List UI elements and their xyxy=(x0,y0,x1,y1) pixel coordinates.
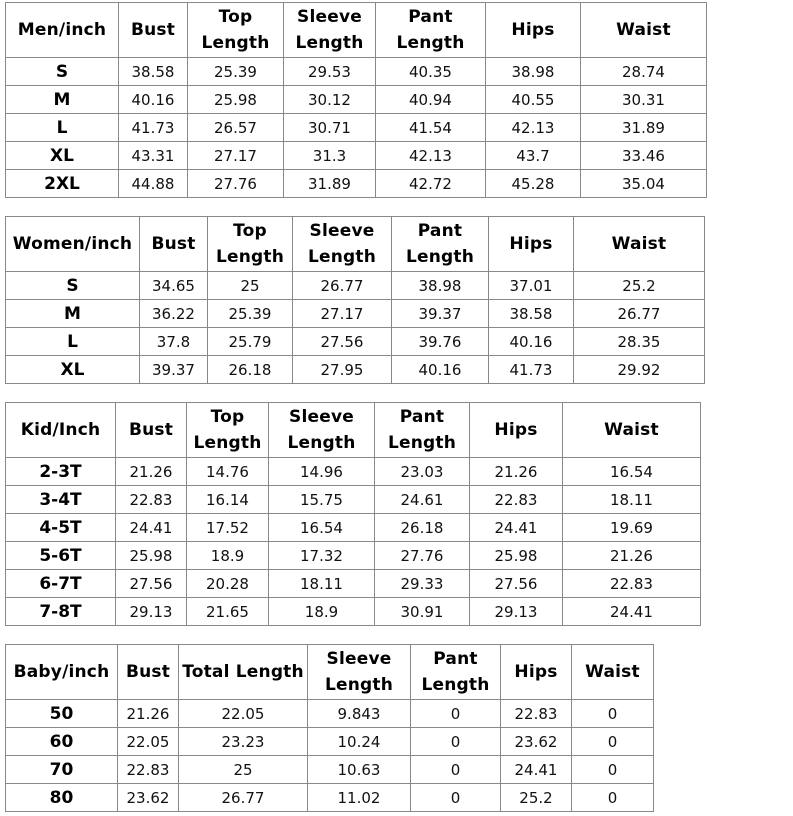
table-cell: 43.31 xyxy=(119,142,188,170)
column-header: Sleeve Length xyxy=(284,3,376,58)
column-header: Top Length xyxy=(188,3,284,58)
corner-header: Women/inch xyxy=(6,217,140,272)
table-cell: 29.92 xyxy=(574,356,705,384)
table-cell: 23.23 xyxy=(179,728,308,756)
column-header: Pant Length xyxy=(411,645,501,700)
table-cell: 16.54 xyxy=(269,514,375,542)
table-cell: 21.26 xyxy=(563,542,701,570)
table-cell: 0 xyxy=(572,756,654,784)
column-header: Hips xyxy=(501,645,572,700)
table-row xyxy=(6,114,707,142)
table-cell: 0 xyxy=(411,728,501,756)
column-header: Hips xyxy=(470,403,563,458)
table-cell: 10.63 xyxy=(308,756,411,784)
table-cell: 25.98 xyxy=(188,86,284,114)
men-size-table xyxy=(5,2,707,198)
column-header: Top Length xyxy=(208,217,293,272)
table-row xyxy=(6,570,701,598)
table-cell: 10.24 xyxy=(308,728,411,756)
baby-size-table xyxy=(5,644,654,812)
table-cell: 27.56 xyxy=(470,570,563,598)
table-cell: 30.31 xyxy=(581,86,707,114)
table-cell: 30.71 xyxy=(284,114,376,142)
table-cell: 25.98 xyxy=(470,542,563,570)
table-row xyxy=(6,86,707,114)
table-row xyxy=(6,300,705,328)
table-cell: 40.94 xyxy=(376,86,486,114)
table-cell: 18.11 xyxy=(269,570,375,598)
table-cell: 38.58 xyxy=(489,300,574,328)
header-row xyxy=(6,403,701,458)
table-cell: 30.12 xyxy=(284,86,376,114)
column-header: Waist xyxy=(563,403,701,458)
table-cell: 0 xyxy=(411,700,501,728)
size-label: 80 xyxy=(6,784,118,812)
table-cell: 20.28 xyxy=(187,570,269,598)
table-cell: 18.11 xyxy=(563,486,701,514)
column-header: Top Length xyxy=(187,403,269,458)
column-header: Hips xyxy=(486,3,581,58)
size-label: 2-3T xyxy=(6,458,116,486)
table-cell: 39.76 xyxy=(392,328,489,356)
table-cell: 27.76 xyxy=(188,170,284,198)
table-cell: 27.17 xyxy=(188,142,284,170)
table-row xyxy=(6,486,701,514)
table-cell: 37.01 xyxy=(489,272,574,300)
table-cell: 14.96 xyxy=(269,458,375,486)
table-row xyxy=(6,542,701,570)
table-cell: 22.83 xyxy=(118,756,179,784)
kid-size-table xyxy=(5,402,701,626)
table-cell: 27.95 xyxy=(293,356,392,384)
table-cell: 26.77 xyxy=(574,300,705,328)
table-cell: 22.05 xyxy=(179,700,308,728)
corner-header: Kid/Inch xyxy=(6,403,116,458)
table-cell: 41.73 xyxy=(119,114,188,142)
table-cell: 34.65 xyxy=(140,272,208,300)
table-cell: 37.8 xyxy=(140,328,208,356)
table-cell: 0 xyxy=(411,784,501,812)
table-cell: 28.35 xyxy=(574,328,705,356)
table-cell: 21.26 xyxy=(116,458,187,486)
table-cell: 22.83 xyxy=(470,486,563,514)
table-cell: 38.98 xyxy=(486,58,581,86)
table-row xyxy=(6,356,705,384)
table-cell: 31.89 xyxy=(581,114,707,142)
table-cell: 40.55 xyxy=(486,86,581,114)
table-cell: 26.18 xyxy=(375,514,470,542)
table-cell: 29.13 xyxy=(116,598,187,626)
table-cell: 15.75 xyxy=(269,486,375,514)
table-cell: 26.18 xyxy=(208,356,293,384)
size-label: M xyxy=(6,86,119,114)
table-cell: 45.28 xyxy=(486,170,581,198)
table-cell: 27.56 xyxy=(293,328,392,356)
size-label: 70 xyxy=(6,756,118,784)
table-row xyxy=(6,142,707,170)
header-row xyxy=(6,3,707,58)
table-cell: 42.13 xyxy=(376,142,486,170)
table-cell: 36.22 xyxy=(140,300,208,328)
corner-header: Men/inch xyxy=(6,3,119,58)
table-cell: 17.52 xyxy=(187,514,269,542)
column-header: Sleeve Length xyxy=(269,403,375,458)
table-cell: 26.77 xyxy=(293,272,392,300)
column-header: Waist xyxy=(581,3,707,58)
table-cell: 29.13 xyxy=(470,598,563,626)
table-row xyxy=(6,328,705,356)
table-cell: 22.83 xyxy=(116,486,187,514)
column-header: Waist xyxy=(572,645,654,700)
table-cell: 40.16 xyxy=(119,86,188,114)
table-cell: 0 xyxy=(572,728,654,756)
table-cell: 23.62 xyxy=(501,728,572,756)
table-cell: 0 xyxy=(572,784,654,812)
table-row xyxy=(6,272,705,300)
column-header: Bust xyxy=(118,645,179,700)
table-cell: 30.91 xyxy=(375,598,470,626)
size-label: S xyxy=(6,58,119,86)
column-header: Total Length xyxy=(179,645,308,700)
table-cell: 31.3 xyxy=(284,142,376,170)
table-row xyxy=(6,598,701,626)
size-label: L xyxy=(6,114,119,142)
table-cell: 22.05 xyxy=(118,728,179,756)
table-cell: 19.69 xyxy=(563,514,701,542)
size-label: 7-8T xyxy=(6,598,116,626)
table-row xyxy=(6,784,654,812)
size-label: 4-5T xyxy=(6,514,116,542)
column-header: Pant Length xyxy=(375,403,470,458)
table-cell: 27.76 xyxy=(375,542,470,570)
table-cell: 18.9 xyxy=(187,542,269,570)
table-cell: 42.13 xyxy=(486,114,581,142)
table-row xyxy=(6,170,707,198)
table-row xyxy=(6,756,654,784)
table-cell: 22.83 xyxy=(501,700,572,728)
column-header: Bust xyxy=(116,403,187,458)
table-cell: 22.83 xyxy=(563,570,701,598)
table-cell: 21.26 xyxy=(470,458,563,486)
table-row xyxy=(6,700,654,728)
size-label: L xyxy=(6,328,140,356)
table-cell: 25 xyxy=(208,272,293,300)
header-row xyxy=(6,645,654,700)
table-cell: 25.2 xyxy=(501,784,572,812)
table-cell: 16.14 xyxy=(187,486,269,514)
table-cell: 24.41 xyxy=(116,514,187,542)
table-cell: 43.7 xyxy=(486,142,581,170)
table-cell: 25.98 xyxy=(116,542,187,570)
size-label: 3-4T xyxy=(6,486,116,514)
table-cell: 35.04 xyxy=(581,170,707,198)
column-header: Pant Length xyxy=(392,217,489,272)
table-cell: 31.89 xyxy=(284,170,376,198)
header-row xyxy=(6,217,705,272)
table-cell: 24.41 xyxy=(501,756,572,784)
table-cell: 38.98 xyxy=(392,272,489,300)
table-cell: 23.03 xyxy=(375,458,470,486)
column-header: Hips xyxy=(489,217,574,272)
size-label: 6-7T xyxy=(6,570,116,598)
size-label: XL xyxy=(6,356,140,384)
table-cell: 29.53 xyxy=(284,58,376,86)
corner-header: Baby/inch xyxy=(6,645,118,700)
size-label: 60 xyxy=(6,728,118,756)
table-row xyxy=(6,58,707,86)
table-cell: 24.41 xyxy=(563,598,701,626)
table-cell: 28.74 xyxy=(581,58,707,86)
column-header: Sleeve Length xyxy=(293,217,392,272)
table-cell: 25.2 xyxy=(574,272,705,300)
column-header: Sleeve Length xyxy=(308,645,411,700)
column-header: Waist xyxy=(574,217,705,272)
table-cell: 27.56 xyxy=(116,570,187,598)
table-cell: 26.77 xyxy=(179,784,308,812)
table-cell: 40.35 xyxy=(376,58,486,86)
table-cell: 39.37 xyxy=(392,300,489,328)
table-cell: 0 xyxy=(411,756,501,784)
table-cell: 26.57 xyxy=(188,114,284,142)
table-cell: 42.72 xyxy=(376,170,486,198)
table-cell: 25.39 xyxy=(208,300,293,328)
table-cell: 24.61 xyxy=(375,486,470,514)
table-cell: 21.65 xyxy=(187,598,269,626)
table-cell: 25.39 xyxy=(188,58,284,86)
column-header: Bust xyxy=(140,217,208,272)
table-cell: 23.62 xyxy=(118,784,179,812)
table-cell: 25 xyxy=(179,756,308,784)
table-cell: 25.79 xyxy=(208,328,293,356)
table-cell: 11.02 xyxy=(308,784,411,812)
size-label: 5-6T xyxy=(6,542,116,570)
size-label: M xyxy=(6,300,140,328)
size-label: S xyxy=(6,272,140,300)
table-cell: 24.41 xyxy=(470,514,563,542)
table-cell: 39.37 xyxy=(140,356,208,384)
table-cell: 40.16 xyxy=(489,328,574,356)
table-cell: 40.16 xyxy=(392,356,489,384)
table-cell: 44.88 xyxy=(119,170,188,198)
table-cell: 17.32 xyxy=(269,542,375,570)
table-row xyxy=(6,458,701,486)
size-label: 50 xyxy=(6,700,118,728)
table-cell: 41.54 xyxy=(376,114,486,142)
table-cell: 38.58 xyxy=(119,58,188,86)
size-label: 2XL xyxy=(6,170,119,198)
table-row xyxy=(6,728,654,756)
women-size-table xyxy=(5,216,705,384)
table-cell: 21.26 xyxy=(118,700,179,728)
table-cell: 33.46 xyxy=(581,142,707,170)
table-cell: 41.73 xyxy=(489,356,574,384)
table-cell: 27.17 xyxy=(293,300,392,328)
table-row xyxy=(6,514,701,542)
table-cell: 0 xyxy=(572,700,654,728)
table-cell: 9.843 xyxy=(308,700,411,728)
table-cell: 29.33 xyxy=(375,570,470,598)
size-label: XL xyxy=(6,142,119,170)
table-cell: 18.9 xyxy=(269,598,375,626)
column-header: Bust xyxy=(119,3,188,58)
table-cell: 14.76 xyxy=(187,458,269,486)
column-header: Pant Length xyxy=(376,3,486,58)
table-cell: 16.54 xyxy=(563,458,701,486)
